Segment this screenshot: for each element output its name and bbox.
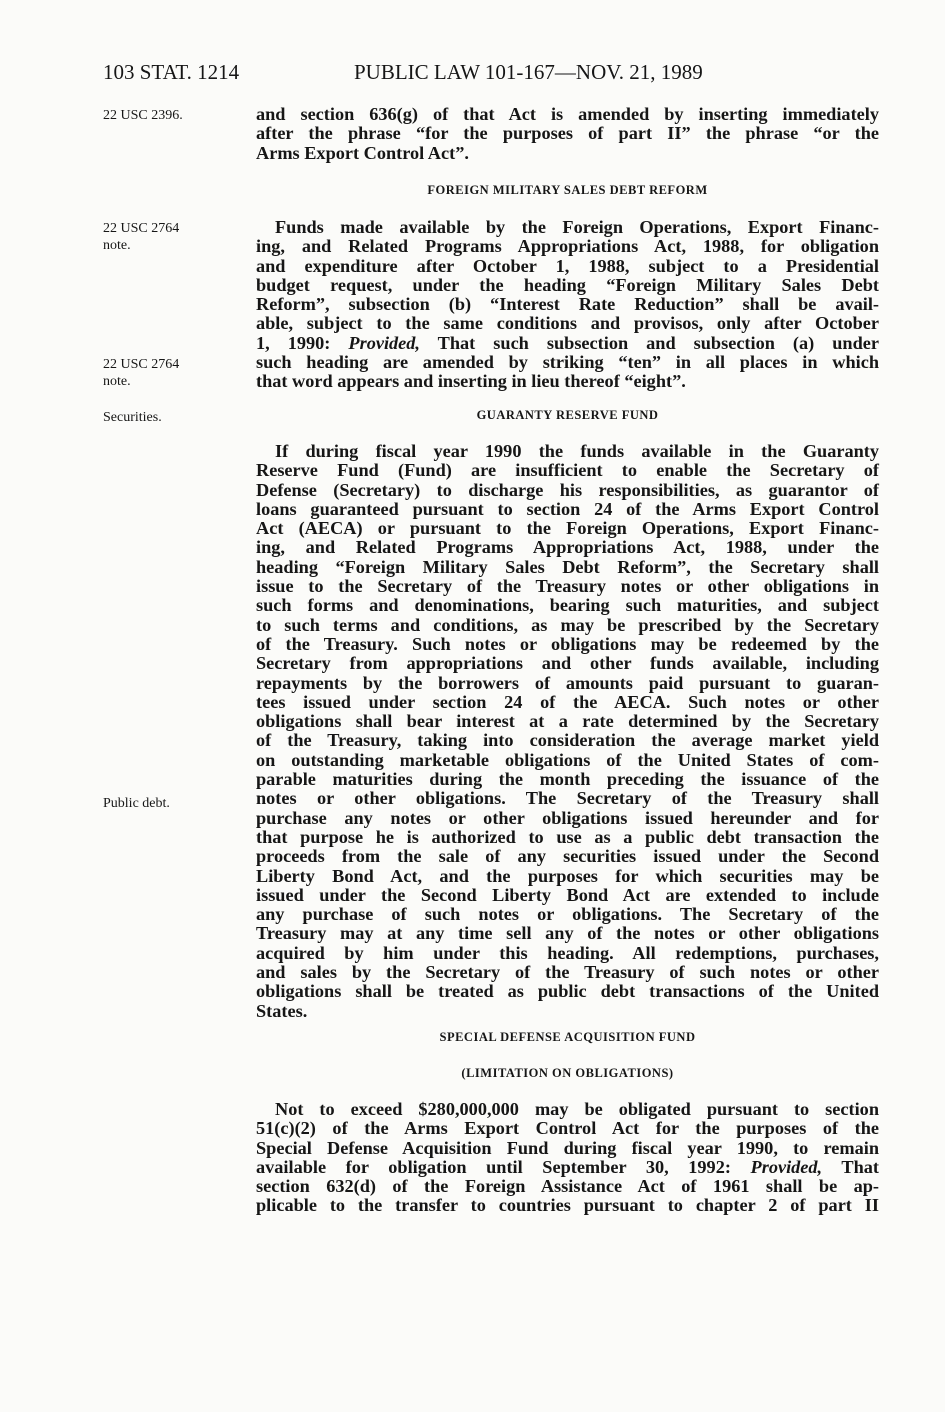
text-line: Reserve Fund (Fund) are insufficient to enable the Secretary of: [256, 460, 879, 481]
text-line: such forms and denominations, bearing such maturities, and subject: [256, 595, 879, 616]
text-line: Secretary from appropriations and other funds available, including: [256, 653, 879, 674]
margin-note-usc-2396: 22 USC 2396.: [103, 108, 183, 123]
text-line: Act (AECA) or pursuant to the Foreign Operations, Export Financ-: [256, 518, 879, 539]
text-line: any purchase of such notes or obligations. The Secretary of the: [256, 904, 879, 925]
text-line: Funds made available by the Foreign Operations, Export Financ-: [275, 217, 879, 237]
text-line: If during fiscal year 1990 the funds available in the Guaranty: [275, 441, 879, 461]
text-line: of the Treasury. Such notes or obligations may be redeemed by the: [256, 633, 879, 654]
text-line: States.: [256, 1000, 308, 1021]
text-line: purchase any notes or other obligations issued hereunder and for: [256, 807, 879, 828]
running-header-title: PUBLIC LAW 101-167—NOV. 21, 1989: [354, 60, 703, 84]
text-line: Treasury may at any time sell any of the notes or other obligations: [256, 923, 879, 944]
text-line: and expenditure after October 1, 1988, subject to a Presidential: [256, 255, 879, 276]
text-line: issue to the Secretary of the Treasury notes or other obligations in: [256, 576, 879, 597]
heading-fms-debt-reform: FOREIGN MILITARY SALES DEBT REFORM: [427, 183, 708, 197]
text-line: Special Defense Acquisition Fund during fiscal year 1990, to remain: [256, 1137, 879, 1158]
text-line: loans guaranteed pursuant to section 24 of the Arms Export Control: [256, 498, 879, 519]
text-line: obligations shall be treated as public debt transactions of the United: [256, 981, 879, 1002]
text-line: Arms Export Control Act”.: [256, 142, 469, 163]
margin-note-usc-2764-a: 22 USC 2764 note.: [103, 221, 180, 253]
text-line-provided: 1, 1990: Provided, That such subsection and subsection (a) under: [256, 332, 879, 353]
text-line: acquired by him under this heading. All redemptions, purchases,: [256, 942, 879, 963]
text-line: 51(c)(2) of the Arms Export Control Act for the purposes of the: [256, 1118, 879, 1139]
heading-limitation-on-obligations: (LIMITATION ON OBLIGATIONS): [461, 1066, 674, 1080]
heading-special-defense-acquisition-fund: SPECIAL DEFENSE ACQUISITION FUND: [439, 1030, 696, 1044]
text-line: of the Treasury, taking into consideration the average market yield: [256, 730, 879, 751]
text-line: ing, and Related Programs Appropriations Act, 1988, under the: [256, 537, 879, 558]
text-line: proceeds from the sale of any securities issued under the Second: [256, 846, 879, 867]
text-line: repayments by the borrowers of amounts paid pursuant to guaran-: [256, 672, 879, 693]
paragraph-guaranty-reserve-fund: [256, 442, 879, 1021]
margin-note-securities: Securities.: [103, 410, 162, 425]
text-line: parable maturities during the month preceding the issuance of the: [256, 769, 879, 790]
text-line: after the phrase “for the purposes of part II” the phrase “or the: [256, 123, 879, 144]
text-line: and section 636(g) of that Act is amended by inserting immediately: [256, 104, 879, 124]
text-line: issued under the Second Liberty Bond Act are extended to include: [256, 884, 879, 905]
text-line: obligations shall bear interest at a rate determined by the Secretary: [256, 711, 879, 732]
paragraph-fms-debt-reform: [256, 218, 879, 392]
text-line: to such terms and conditions, as may be prescribed by the Secretary: [256, 614, 879, 635]
text-line: Not to exceed $280,000,000 may be obligated pursuant to section: [275, 1099, 879, 1119]
paragraph-special-defense-acquisition-fund: [256, 1100, 879, 1216]
text-line: heading “Foreign Military Sales Debt Reform”, the Secretary shall: [256, 556, 879, 577]
text-line: on outstanding marketable obligations of the United States of com-: [256, 749, 879, 770]
text-line: notes or other obligations. The Secretary of the Treasury shall: [256, 788, 879, 809]
text-line: ing, and Related Programs Appropriations Act, 1988, for obligation: [256, 236, 879, 257]
text-line: Defense (Secretary) to discharge his responsibilities, as guarantor of: [256, 479, 879, 500]
text-line: able, subject to the same conditions and provisos, only after October: [256, 313, 879, 334]
text-line: Liberty Bond Act, and the purposes for which securities may be: [256, 865, 879, 886]
heading-guaranty-reserve-fund: GUARANTY RESERVE FUND: [476, 408, 659, 422]
text-line: that word appears and inserting in lieu thereof “eight”.: [256, 371, 686, 392]
text-line: such heading are amended by striking “ten” in all places in which: [256, 352, 879, 373]
text-line: and sales by the Secretary of the Treasury of such notes or other: [256, 962, 879, 983]
margin-note-public-debt: Public debt.: [103, 796, 170, 811]
margin-note-usc-2764-b: 22 USC 2764 note.: [103, 357, 180, 389]
text-line: that purpose he is authorized to use as a public debt transaction the: [256, 826, 879, 847]
paragraph-section-636g: [256, 105, 879, 163]
text-line: plicable to the transfer to countries pursuant to chapter 2 of part II: [256, 1195, 879, 1216]
text-line-provided: available for obligation until September 30, 1992: Provided, That: [256, 1156, 879, 1177]
text-line: tees issued under section 24 of the AECA. Such notes or other: [256, 691, 879, 712]
text-line: Reform”, subsection (b) “Interest Rate Reduction” shall be avail-: [256, 294, 879, 315]
text-line: budget request, under the heading “Foreign Military Sales Debt: [256, 274, 879, 295]
running-header-stat: 103 STAT. 1214: [103, 60, 240, 84]
text-line: section 632(d) of the Foreign Assistance Act of 1961 shall be ap-: [256, 1176, 879, 1197]
